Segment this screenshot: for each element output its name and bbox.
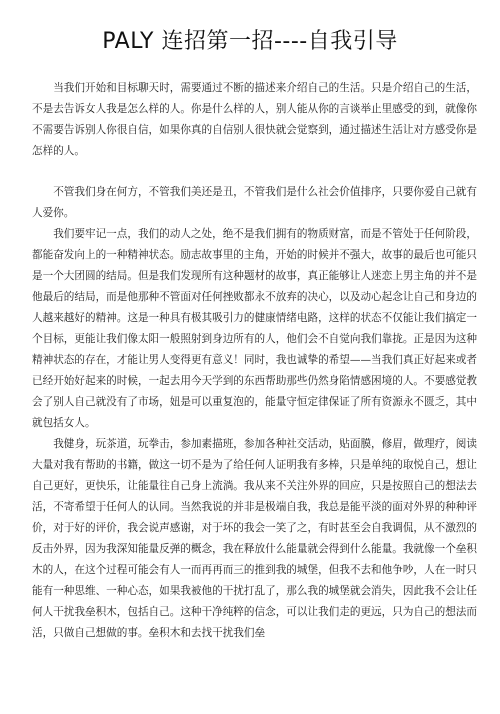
paragraph-self-pleasing: 我健身，玩茶道，玩拳击，参加素描班，参加各种社交活动，贴面膜，修眉，做理疗，阅读大量对我有帮助的书籍，做这一切不是为了给任何人证明我有多棒，只是单纯的取悦自己，想让自己更好，更快乐，让能量往自己身上流淌。我从来不关注外界的回应，只是按照自己的想法去活，不寄希望于任何人的认同。当然我说的并非是极端自我，我总是能平淡的面对外界的种种评价，对于好的评价，我会说声感谢，对于坏的我会一笑了之，有时甚至会自我调侃，从不激烈的反击外界，因为我深知能量反弹的概念，我在释放什么能量就会得到什么能量。我就像一个垒积木的人，在这个过程可能会有人一而再再而三的推到我的城堡，但我不去和他争吵，人在一时只能有一种思维、一种心态，如果我被他的干扰打乱了，那么我的城堡就会消失，因此我不会让任何人干扰我垒积木，包括自己。这种干净纯粹的信念，可以让我们走的更远，只为自己的想法而活，只做自己想做的事。垒积木和去找干扰我们垒 xyxy=(32,438,477,639)
document-body xyxy=(32,78,477,644)
paragraph-gap xyxy=(32,162,477,182)
document-title: PALY 连招第一招----自我引导 xyxy=(102,29,398,54)
paragraph-love-self: 不管我们身在何方，不管我们美还是丑，不管我们是什么社会价值排序，只要你爱自己就有人爱你。 xyxy=(32,186,477,219)
paragraph-intro: 当我们开始和目标聊天时，需要通过不断的描述来介绍自己的生活。只是介绍自己的生活，不是去告诉女人我是怎么样的人。你是什么样的人，别人能从你的言谈举止里感受的到，就像你不需要告诉别人你很自信，如果你真的自信别人很快就会觉察到，通过描述生活让对方感受你是怎样的人。 xyxy=(32,82,477,157)
paragraph-spirit: 我们要牢记一点，我们的动人之处，绝不是我们拥有的物质财富，而是不管处于任何阶段，都能奋发向上的一种精神状态。励志故事里的主角，开始的时候并不强大，故事的最后也可能只是一个大团圆的结局。但是我们发现所有这种题材的故事，真正能够让人迷恋上男主角的并不是他最后的结局，而是他那种不管面对任何挫败都永不放弃的决心，以及动心起念让自己和身边的人越来越好的精神。这是一种具有极其吸引力的健康情绪电路，这样的状态不仅能让我们搞定一个目标，更能让我们像太阳一般照射到身边所有的人，他们会不自觉向我们靠拢。正是因为这种精神状态的存在，才能让男人变得更有意义！同时，我也诚挚的希望——当我们真正好起来或者已经开始好起来的时候，一起去用今天学到的东西帮助那些仍然身陷情感困境的人。不要感觉教会了别人自己就没有了市场，妞是可以重复泡的，能量守恒定律保证了所有资源永不匮乏，其中就包括女人。 xyxy=(32,228,477,429)
